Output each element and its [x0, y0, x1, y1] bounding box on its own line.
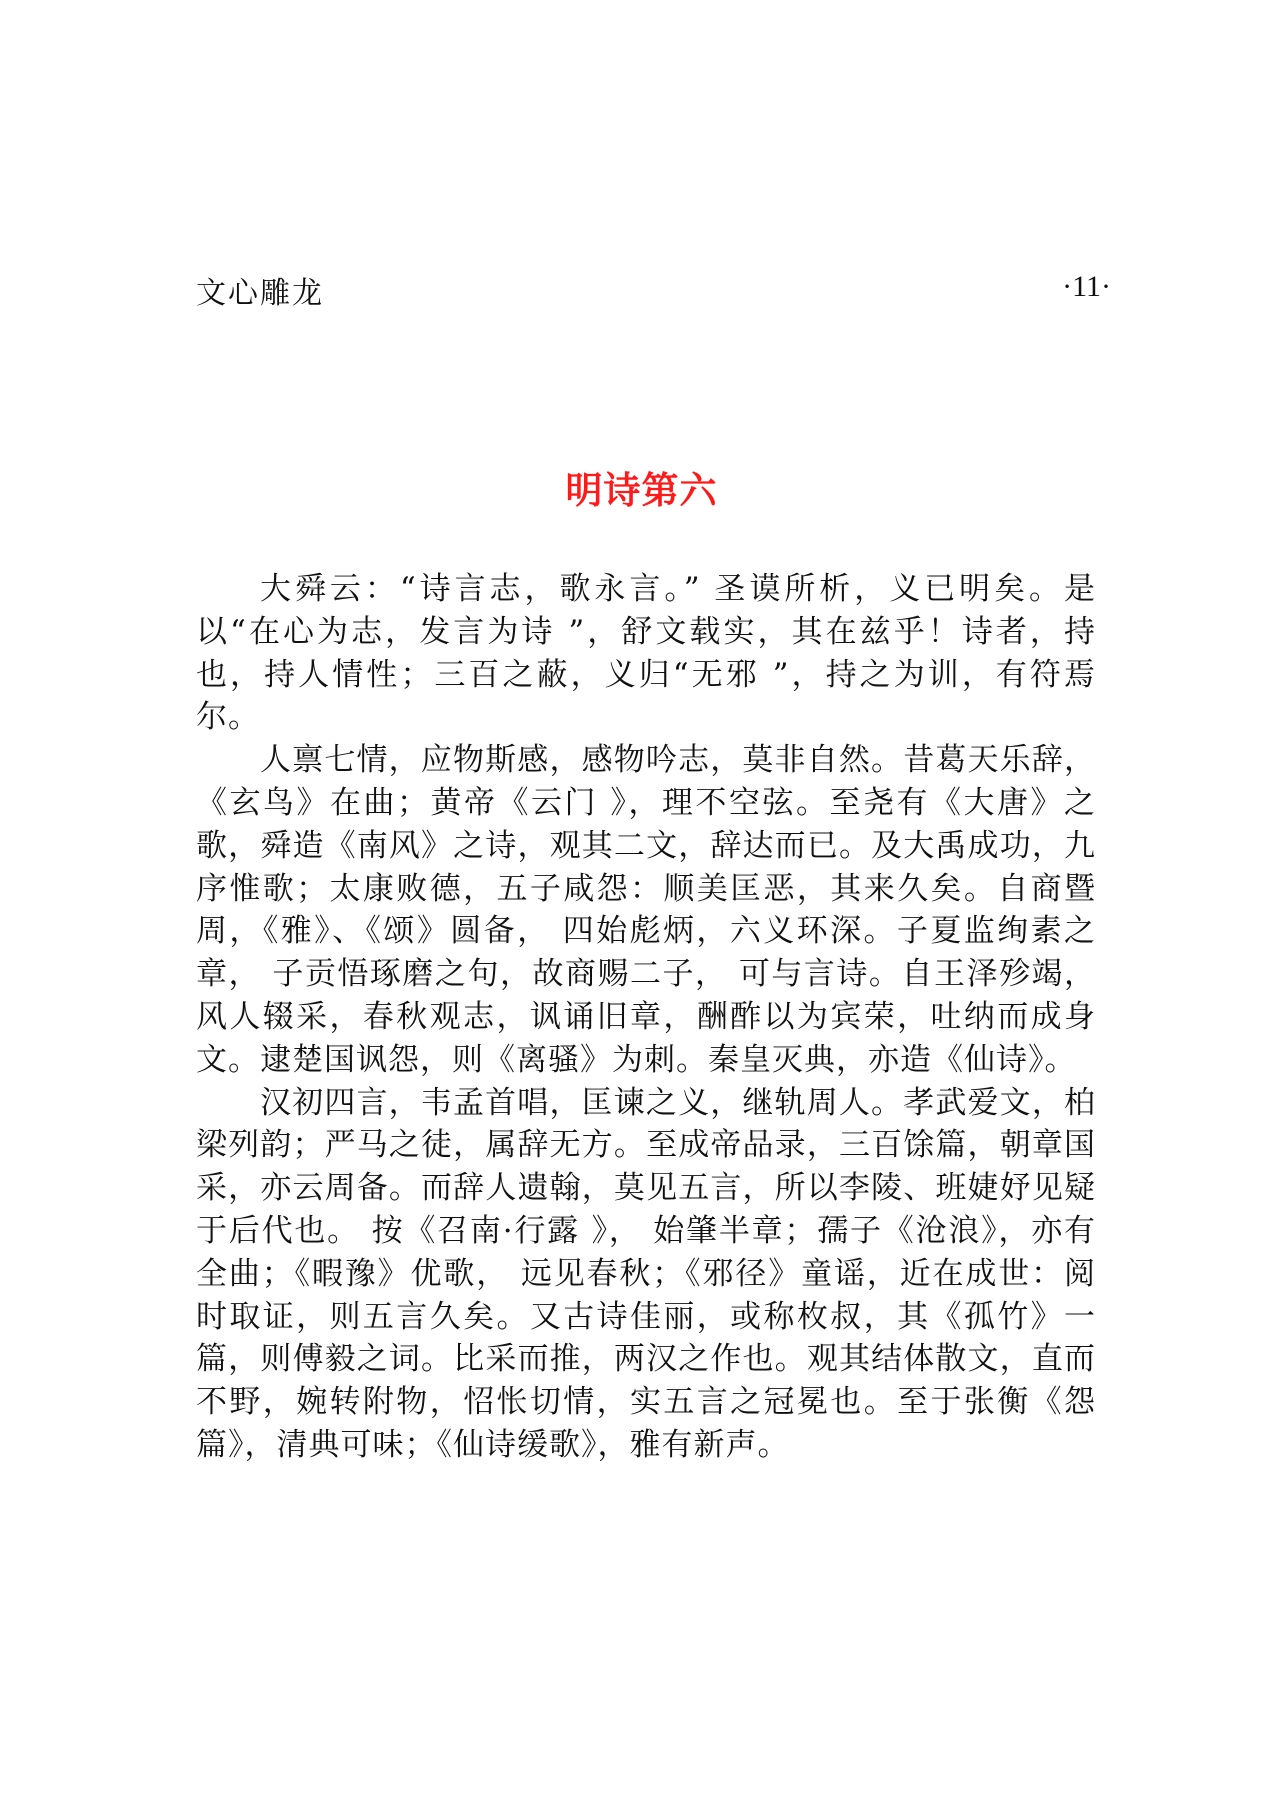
chapter-body: [196, 568, 1096, 1467]
paragraph: 人禀七情，应物斯感，感物吟志，莫非自然。昔葛天乐辞，《玄鸟》在曲；黄帝《云门 》，理不空弦。至尧有《大唐》之歌，舜造《南风》之诗，观其二文，辞达而已。及大禹成功，九序惟歌；太康败德，五子咸怨：顺美匡恶，其来久矣。自商暨周，《雅》、《颂》圆备， 四始彪炳，六义环深。子夏监绚素之章， 子贡悟琢磨之句，故商赐二子， 可与言诗。自王泽殄竭，风人辍采，春秋观志，讽诵旧章，酬酢以为宾荣，吐纳而成身文。逮楚国讽怨，则《离骚》为刺。秦皇灭典，亦造《仙诗》。: [196, 742, 1096, 1078]
paragraph: 汉初四言，韦孟首唱，匡谏之义，继轨周人。孝武爱文，柏梁列韵；严马之徒，属辞无方。至成帝品录，三百馀篇，朝章国采，亦云周备。而辞人遗翰，莫见五言，所以李陵、班婕妤见疑于后代也。 按《召南·行露 》， 始肇半章；孺子《沧浪》，亦有全曲；《暇豫》优歌， 远见春秋；《邪径》童谣，近在成世：阅时取证，则五言久矣。又古诗佳丽，或称枚叔，其《孤竹》一篇，则傅毅之词。比采而推，两汉之作也。观其结体散文，直而不野，婉转附物，怊怅切情，实五言之冠冕也。至于张衡《怨篇》，清典可味；《仙诗缓歌》，雅有新声。: [196, 1084, 1096, 1463]
paragraph: 大舜云：“诗言志，歌永言。” 圣谟所析，义已明矣。是以“在心为志，发言为诗 ”，舒文载实，其在兹乎！诗者，持也，持人情性；三百之蔽，义归“无邪 ”，持之为训，有符焉尔。: [196, 571, 1096, 736]
running-title: 文心雕龙: [196, 276, 324, 311]
page-number: ·11·: [1062, 270, 1111, 303]
chapter-title: 明诗第六: [565, 469, 718, 512]
